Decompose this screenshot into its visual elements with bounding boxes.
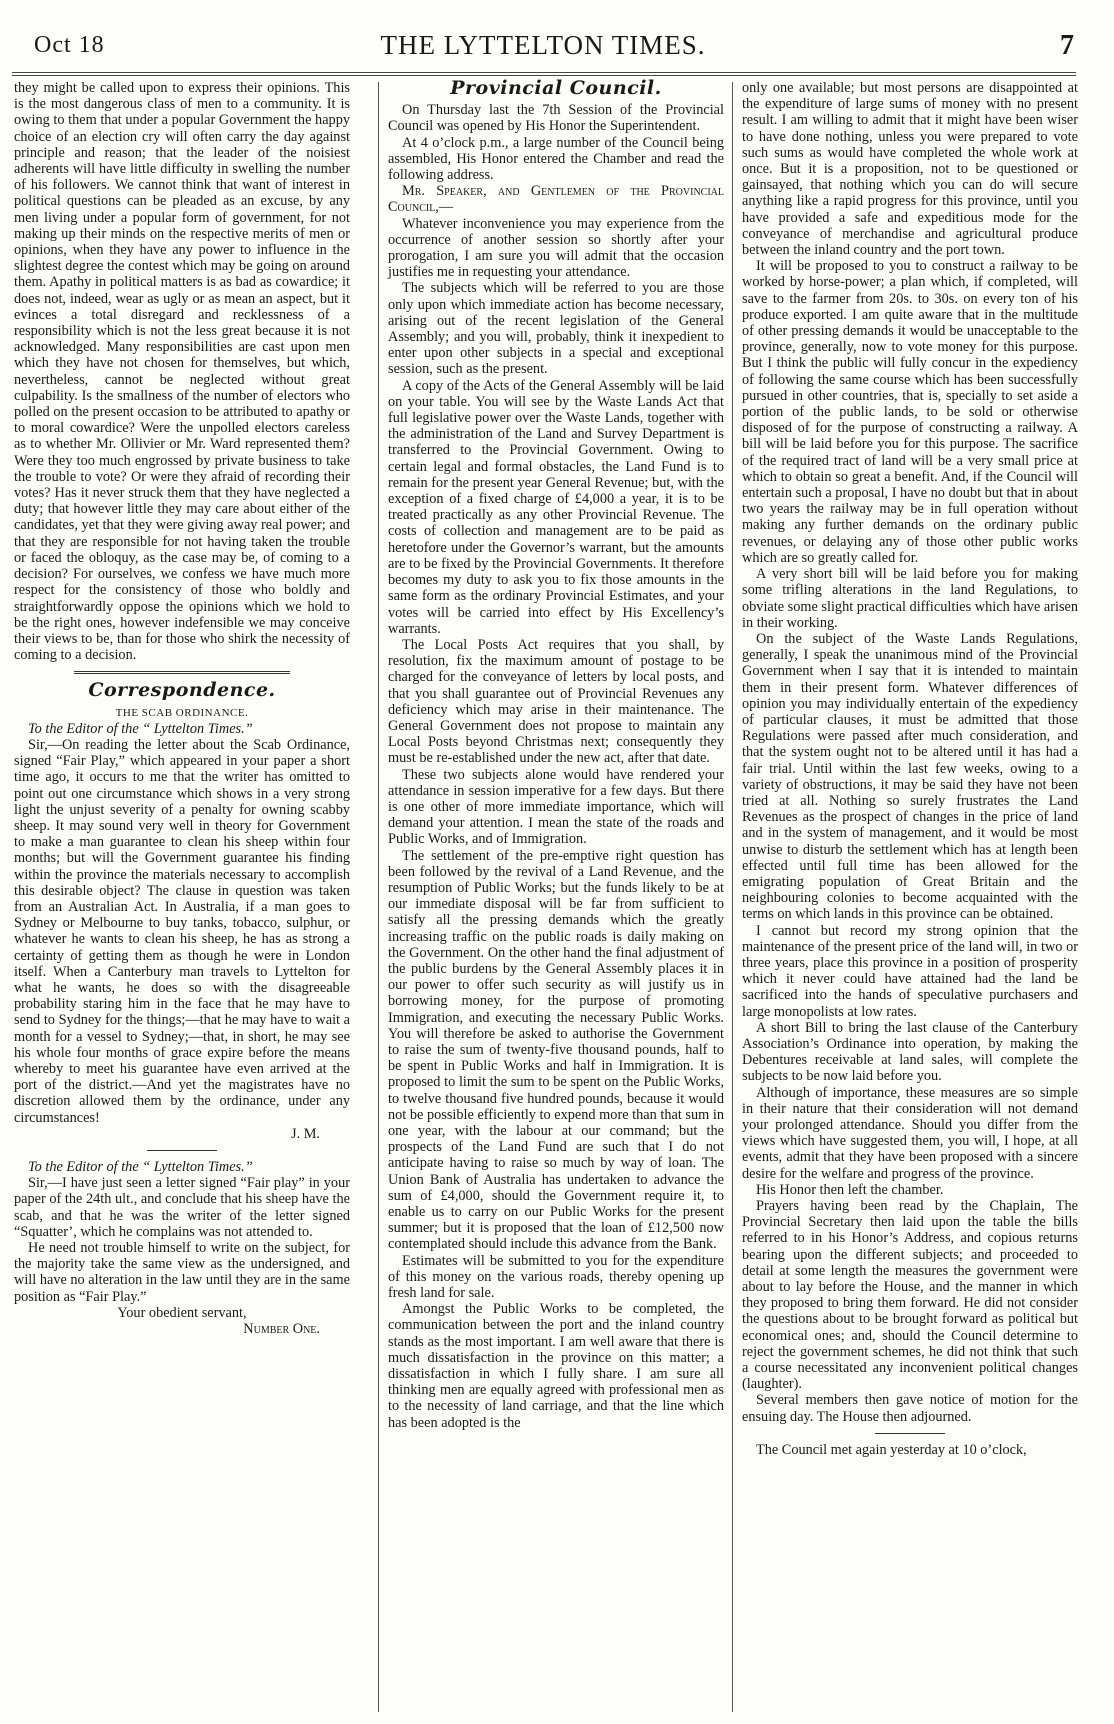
page-number: 7 (1060, 30, 1074, 61)
letter-body: Sir,—On reading the letter about the Scab Ordinance, signed “Fair Play,” which appeared in your paper a short time ago, it occurs to me that the writer has omitted to point out one circumstance which shows in a very strong light the unjust severity of a penalty for owning scabby sheep. It may sound very well in theory for Government to make a man guarantee to clean his sheep within four months; but will the Government guarantee his finding within the province the materials necessary to accomplish this desirable object? The clause in question was taken from an Australian Act. In Australia, if a man goes to Sydney or Melbourne to buy tanks, tobacco, sulphur, or whatever he wants to clean his sheep, he has as strong a certainty of getting them as though he were in London itself. When a Canterbury man travels to Lyttelton for what he wants, he does so with the disagreeable probability staring him in the face that he may have to send to Sydney for the things;—that he may have to wait a month for a vessel to Sydney;—that, in short, he may see his whole four months of grace expire before the means whereby to meet his guarantee have even arrived at the port of the district.—And yet the magistrates have no discretion allowed them by the ordinance, under any circumstances! (14, 736, 350, 1126)
column-2 (388, 77, 724, 1431)
article-paragraph: The settlement of the pre-emptive right question has been followed by the revival of a Land Revenue, and the resumption of Public Works; but the funds likely to be at our immediate disposal will be far from sufficient to satisfy all the pressing demands which the greatly increasing traffic on the public roads is daily making on the Government. On the other hand the final adjustment of the public burdens by the General Assembly places it in our power to offer such security as will justify us in borrowing money, for the purpose of promoting Immigration, and executing the necessary Public Works. You will therefore be asked to authorise the Government to raise the sum of twenty-five thousand pounds, half to be spent in Public Works and half in Immigration. It is proposed to limit the sum to be spent on the Public Works, to twelve thousand five hundred pounds, because it would not be possible efficiently to expend more than that sum in one year, with the labour at our command; but the prospects of the Land Fund are such that I do not anticipate having to raise so much by way of loan. The Union Bank of Australia has undertaken to advance the sum of £4,000, should the Government require it, to enable us to carry on our Public Works for the present summer; but it is proposed that the loan of £12,500 now contemplated should include this advance from the Bank. (388, 847, 724, 1253)
column-3 (742, 80, 1078, 1458)
article-paragraph: It will be proposed to you to construct a railway to be worked by horse-power; a plan which, if completed, will save to the farmer from 20s. to 30s. on every ton of his produce exported. I am quite aware that in the multitude of other pressing demands it would be unacceptable to the province, generally, now to vote money for this purpose. But I think the public will fully concur in the expediency of following the same course which has been successfully pursued in other countries, that is, specially to set aside a portion of the public lands, to be sold or otherwise disposed of for the purpose of constructing a railway. A bill will be laid before you for this purpose. The sacrifice of the required tract of land will be a very small price at which to obtain so great a benefit. And, if the Council will entertain such a proposal, I have no doubt but that in about two years the railway may be in full operation without making any further demands on the ordinary public revenues, or delaying any of those other public works which are so greatly called for. (742, 258, 1078, 566)
article-paragraph: Prayers having been read by the Chaplain, The Provincial Secretary then laid upon the table the bills referred to in his Honor’s Address, and copious returns bearing upon the different subjects; and proceeded to detail at some length the measures the government were about to lay before the House, and the manner in which they proposed to bring them forward. He did not consider the questions about to be brought forward as political but economical ones; and, should the Council determine to reject the government schemes, he did not think that such a course necessitated any inconvenient political changes (laughter). (742, 1198, 1078, 1393)
column-divider (732, 82, 733, 1712)
header-rule (12, 72, 1076, 76)
article-paragraph: A copy of the Acts of the General Assembly will be laid on your table. You will see by the Waste Lands Act that full legislative power over the Waste Lands, together with the administration of the Land and Survey Department is transferred to the Provincial Government. Owing to certain legal and formal obstacles, the Land Fund is to remain for the present year General Revenue; but, with the exception of a fixed charge of £4,000 a year, it is to be treated practically as any other Provincial Revenue. The costs of collection and management are to be paid as heretofore under the Governor’s warrant, but the amounts are to be fixed by the Provincial Governments. It therefore becomes my duty to ask you to fix those amounts in the same form as the ordinary Provincial Estimates, and your votes will be carried into effect by His Excellency’s warrants. (388, 377, 724, 637)
article-paragraph: His Honor then left the chamber. (756, 1181, 944, 1198)
closing-paragraph: The Council met again yesterday at 10 o’clock, (756, 1441, 1027, 1458)
article-paragraph: only one available; but most persons are disappointed at the expenditure of large sums of money with no present result. I am willing to admit that it might have been wiser to have done nothing, unless you were prepared to vote such sums as would have completed the whole work at once. But it is a proposition, not to be questioned or gainsayed, that nothing which you can do will secure anything like a rapid progress for this province, until you have provided a safe and expeditious mode for the conveyance of merchandise and agricultural produce between the inland country and the port town. (742, 80, 1078, 259)
letter-subheading: THE SCAB ORDINANCE. (115, 706, 249, 719)
editorial-paragraph: they might be called upon to express their opinions. This is the most dangerous class of men to a community. It is owing to them that under a popular Government the happy choice of an election cry will often carry the day against principle and reason; that the leader of the noisiest adherents will have little difficulty in swelling the number of his followers. We cannot think that want of interest in political questions can be pleaded as an excuse, by any men living under a popular form of government, for not making up their minds on the respective merits of men or opinions, when they have any power to influence in the slightest degree the contest which may be going on around them. Apathy in political matters is as bad as cowardice; it does not, indeed, wear as ugly or as mean an aspect, but it evinces a total disregard and recklessness of a responsibility which is not the less great because it is not acknowledged. Many responsibilities are cast upon men which they have not chosen for themselves, but which, nevertheless, cannot be neglected without great culpability. Is the smallness of the number of electors who polled on the present occasion to be attributed to apathy or to moral cowardice? Were the unpolled electors careless as to whether Mr. Ollivier or Mr. Ward represented them? Were they too much engrossed by private business to take the trouble to vote? Or were they afraid of recording their votes? Has it never struck them that they have neglected a duty; that however little they may care about either of the candidates, yet that they were giving away real power; and that they are responsible for not having taken the trouble or faced the obloquy, as the case may be, of coming to a decision? For ourselves, we confess we have much more respect for the consistency of those who boldly and straightforwardly oppose the opinions which we hold to be the right ones, however indefensible we may conceive their views to be, than for those who shirk the necessity of coming to a decision. (14, 80, 350, 664)
article-paragraph: The subjects which will be referred to you are those only upon which immediate action has become necessary, arising out of the recent legislation of the General Assembly; and you will, probably, think it inexpedient to enter upon other subjects in a special and exceptional session, such as the present. (388, 280, 724, 378)
article-paragraph: A very short bill will be laid before you for making some trifling alterations in the land Regulations, to obviate some slight practical difficulties which have arisen in their working. (742, 566, 1079, 631)
article-paragraph: A short Bill to bring the last clause of the Canterbury Association’s Ordinance into operation, by making the Debentures receivable at land sales, will complete the subjects to be now laid before you. (742, 1019, 1078, 1085)
letter-body: Sir,—I have just seen a letter signed “Fair play” in your paper of the 24th ult., and conclude that his sheep have the scab, and that he was the writer of the letter signed “Squatter’, which he complains was not attended to. (14, 1175, 350, 1240)
article-paragraph: At 4 o’clock p.m., a large number of the Council being assembled, His Honor entered the Chamber and read the following address. (388, 134, 724, 184)
article-paragraph: Although of importance, these measures are so simple in their nature that their consideration will not demand your prolonged attendance. Should you differ from the views which have suggested them, you will, I hope, at all events, admit that they have been proposed with a sincere desire for the welfare and progress of the province. (742, 1084, 1078, 1182)
letter-signature: J. M. (291, 1125, 320, 1142)
letter-signature: Number One. (243, 1321, 320, 1338)
article-paragraph: Estimates will be submitted to you for the expenditure of this money on the various roads, thereby opening up fresh land for sale. (388, 1252, 724, 1302)
letter-body: He need not trouble himself to write on the subject, for the majority take the same view as the undersigned, and will have no alteration in the law until they are in the same position as “Fair Play.” (14, 1240, 350, 1305)
article-paragraph: Whatever inconvenience you may experience from the occurrence of another session so shortly after your prorogation, I am sure you will admit that the occasion justifies me in requesting your attendance. (388, 215, 724, 281)
section-heading: Correspondence. (88, 679, 276, 702)
article-body (388, 102, 724, 1431)
article-paragraph: On the subject of the Waste Lands Regulations, generally, I speak the unanimous mind of the Provincial Government when I say that it is intended to maintain them in their present form. Whatever differences of opinion you may individually entertain of the expediency of particular clauses, it must be admitted that those Regulations were passed after much consideration, and that the system ought not to be altered until it has had a fair trial. Until within the last few weeks, owing to a variety of obstructions, it may be said they have not been tried at all. Nothing so surely frustrates the Land Revenues as the prospect of changes in the price of land and in the system of management, and it would be most unwise to disturb the settlement which has at length been effected until full time has been allowed for the emigrating population of Great Britain and the neighbouring colonies to become acquainted with the terms on which lands in this province can be obtained. (742, 630, 1078, 923)
article-divider (875, 1433, 945, 1434)
article-body-continued (742, 80, 1078, 1425)
article-paragraph: These two subjects alone would have rendered your attendance in session imperative for a few days. But there is one other of more immediate importance, which will demand your attention. I mean the state of the roads and Public Works, and of Immigration. (388, 766, 724, 848)
letter-divider (147, 1150, 217, 1151)
letter-salutation: To the Editor of the “ Lyttelton Times.” (28, 720, 253, 737)
column-1 (14, 80, 350, 1337)
article-paragraph: I cannot but record my strong opinion that the maintenance of the present price of the land will, in two or three years, place this province in a position of prosperity which it never could have attained had the land be sacrificed into the hands of speculative purchasers and large monopolists at low rates. (742, 922, 1078, 1020)
section-rule (74, 671, 290, 674)
article-paragraph: On Thursday last the 7th Session of the Provincial Council was opened by His Honor the Superintendent. (388, 102, 724, 135)
article-paragraph: Mr. Speaker, and Gentlemen of the Provincial Council,— (388, 183, 724, 216)
letter-salutation: To the Editor of the “ Lyttelton Times.” (28, 1159, 253, 1175)
issue-date: Oct 18 (34, 32, 105, 58)
article-heading: Provincial Council. (450, 77, 662, 99)
column-divider (378, 82, 379, 1712)
masthead (12, 18, 1074, 68)
article-paragraph: Amongst the Public Works to be completed, the communication between the port and the inland country stands as the most important. I am well aware that there is much dissatisfaction in the province on this matter; a dissatisfaction in which I fully share. I am sure all thinking men are equally agreed with professional men as to the necessity of land carriage, and that the line which has been adopted is the (388, 1301, 724, 1431)
article-paragraph: Several members then gave notice of motion for the ensuing day. The House then adjourned. (742, 1392, 1078, 1425)
article-paragraph: The Local Posts Act requires that you shall, by resolution, fix the maximum amount of postage to be charged for the conveyance of letters by local posts, and that you shall guarantee out of Provincial Revenues any deficiency which may arise in their maintenance. The General Government does not propose to maintain any Local Posts beyond Christmas next; consequently they must be re-established under the new act, after that date. (388, 636, 724, 767)
newspaper-title: THE LYTTELTON TIMES. (380, 30, 706, 60)
letter-closing: Your obedient servant, (117, 1304, 247, 1321)
